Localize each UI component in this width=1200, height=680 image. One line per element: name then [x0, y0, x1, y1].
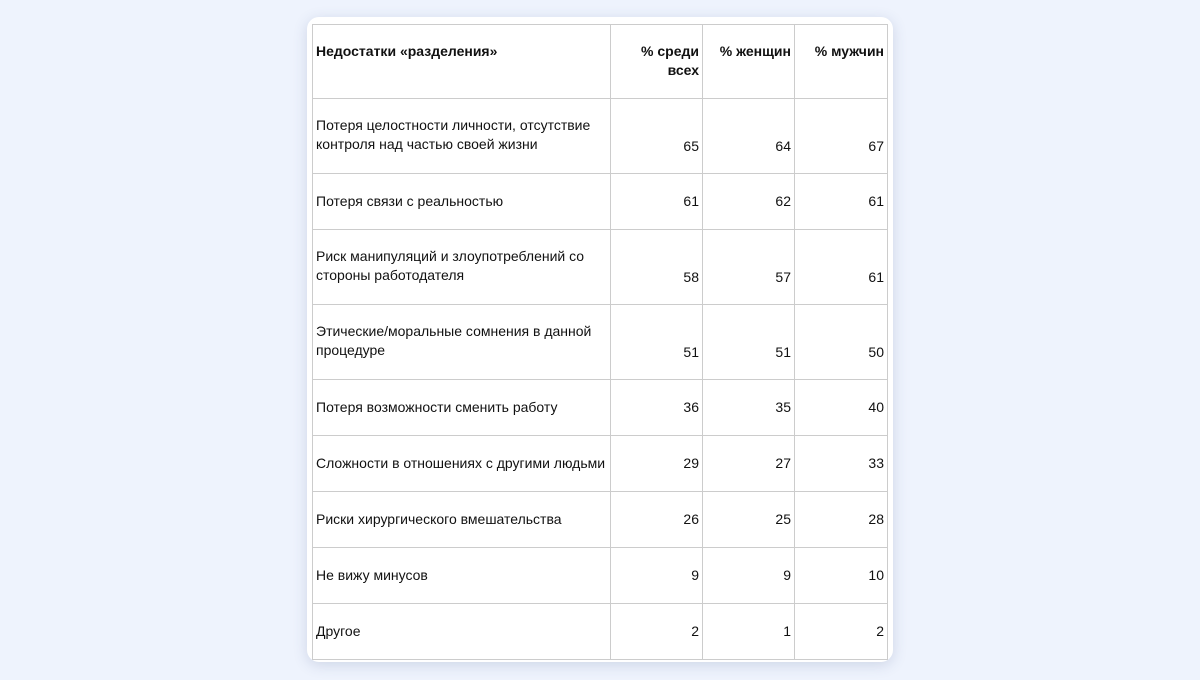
value-men: 67 [795, 99, 888, 174]
value-women: 35 [703, 380, 795, 436]
table-row [313, 380, 888, 436]
value-all: 9 [611, 548, 703, 604]
value-all: 51 [611, 305, 703, 380]
value-all: 26 [611, 492, 703, 548]
value-men: 33 [795, 436, 888, 492]
value-all: 2 [611, 604, 703, 660]
table-card [307, 17, 893, 662]
table-row [313, 305, 888, 380]
header-percent-all: % среди всех [611, 25, 703, 99]
value-men: 61 [795, 230, 888, 305]
value-women: 57 [703, 230, 795, 305]
row-label: Риск манипуляций и злоупотреблений со стороны работодателя [313, 230, 611, 305]
value-men: 10 [795, 548, 888, 604]
value-men: 61 [795, 174, 888, 230]
value-men: 2 [795, 604, 888, 660]
value-women: 27 [703, 436, 795, 492]
row-label: Не вижу минусов [313, 548, 611, 604]
value-women: 64 [703, 99, 795, 174]
table-row [313, 436, 888, 492]
value-men: 28 [795, 492, 888, 548]
table-header-row [313, 25, 888, 99]
row-label: Потеря целостности личности, отсутствие контроля над частью своей жизни [313, 99, 611, 174]
row-label: Риски хирургического вмешательства [313, 492, 611, 548]
header-percent-men: % мужчин [795, 25, 888, 99]
value-all: 36 [611, 380, 703, 436]
value-men: 40 [795, 380, 888, 436]
value-women: 1 [703, 604, 795, 660]
row-label: Потеря возможности сменить работу [313, 380, 611, 436]
header-disadvantages: Недостатки «разделения» [313, 25, 611, 99]
table-row [313, 230, 888, 305]
row-label: Потеря связи с реальностью [313, 174, 611, 230]
value-women: 51 [703, 305, 795, 380]
table-row [313, 548, 888, 604]
row-label: Этические/моральные сомнения в данной процедуре [313, 305, 611, 380]
value-all: 61 [611, 174, 703, 230]
row-label: Сложности в отношениях с другими людьми [313, 436, 611, 492]
table-row [313, 492, 888, 548]
value-women: 62 [703, 174, 795, 230]
value-women: 9 [703, 548, 795, 604]
table-row [313, 99, 888, 174]
table-row [313, 174, 888, 230]
value-all: 65 [611, 99, 703, 174]
table-row [313, 604, 888, 660]
value-women: 25 [703, 492, 795, 548]
header-percent-women: % женщин [703, 25, 795, 99]
row-label: Другое [313, 604, 611, 660]
value-men: 50 [795, 305, 888, 380]
survey-table [312, 24, 888, 660]
value-all: 58 [611, 230, 703, 305]
value-all: 29 [611, 436, 703, 492]
